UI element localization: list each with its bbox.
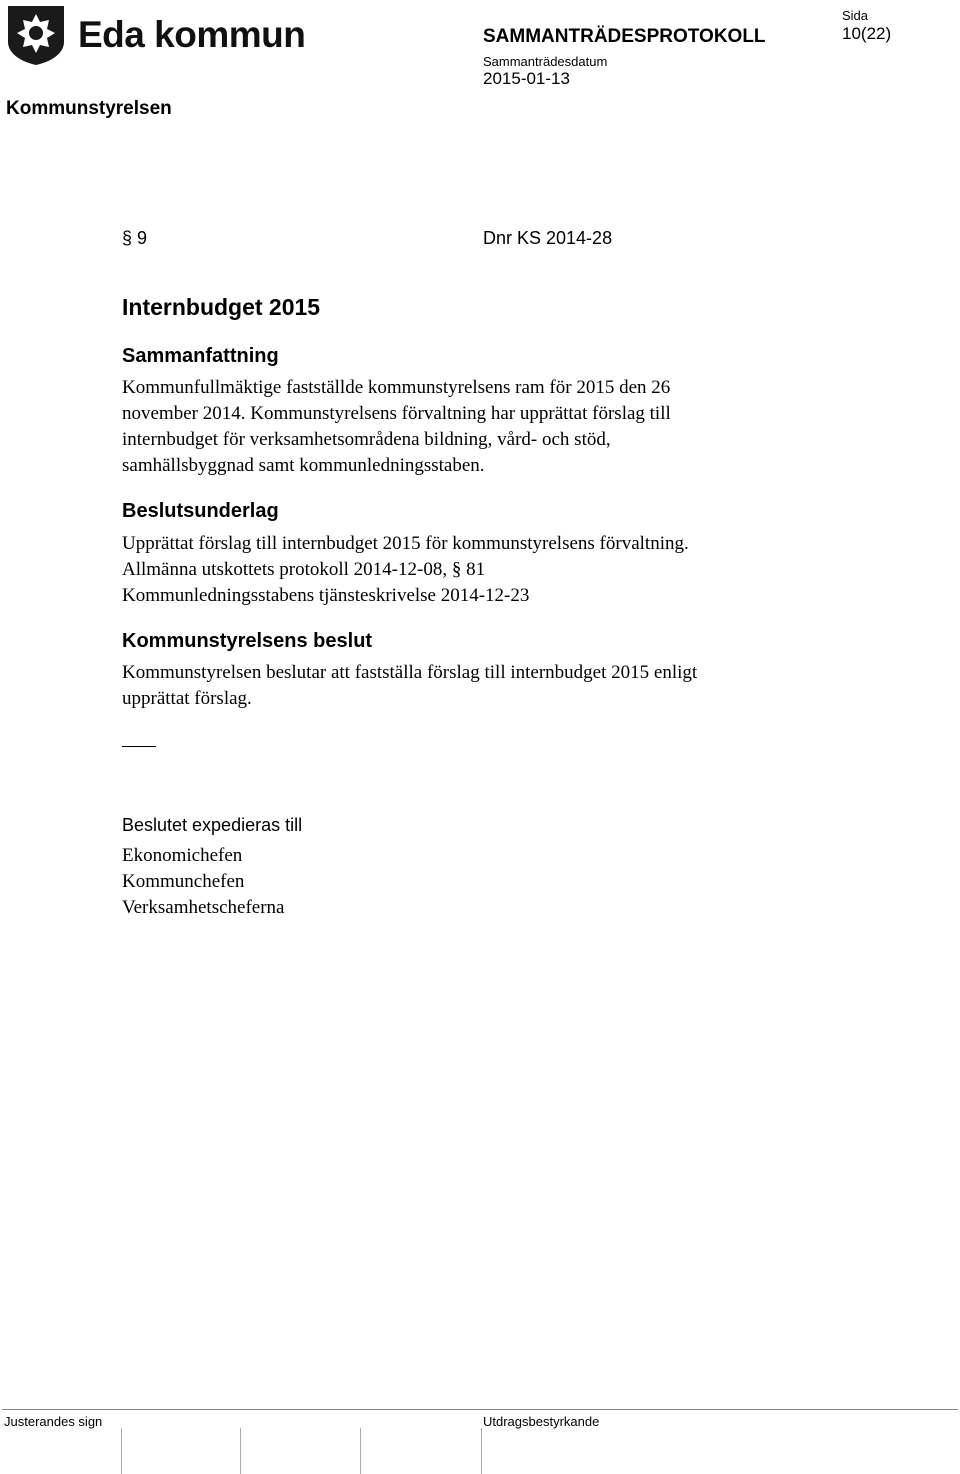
decision-text <box>122 660 802 712</box>
list-item: Kommunledningsstabens tjänsteskrivelse 2014-12-23 <box>122 585 530 606</box>
protocol-title: SAMMANTRÄDESPROTOKOLL <box>483 26 766 47</box>
page-title: Internbudget 2015 <box>122 294 321 320</box>
basis-heading: Beslutsunderlag <box>122 500 279 522</box>
dispatch-list <box>122 843 802 921</box>
separator-line <box>122 746 156 747</box>
signature-box-divider <box>481 1428 482 1474</box>
page-number: 10(22) <box>842 24 892 43</box>
dispatch-heading: Beslutet expedieras till <box>122 815 303 835</box>
decision-line: upprättat förslag. <box>122 688 252 709</box>
decision-heading: Kommunstyrelsens beslut <box>122 630 373 652</box>
signature-label: Justerandes sign <box>4 1414 103 1429</box>
municipality-emblem-icon <box>6 4 66 66</box>
summary-line: Kommunfullmäktige fastställde kommunstyrelsens ram för 2015 den 26 <box>122 377 671 398</box>
summary-line: internbudget för verksamhetsområdena bildning, vård- och stöd, <box>122 429 611 450</box>
summary-text <box>122 375 802 479</box>
basis-list <box>122 531 802 609</box>
department-name: Kommunstyrelsen <box>6 98 172 119</box>
list-item: Kommunchefen <box>122 871 245 892</box>
list-item: Verksamhetscheferna <box>122 897 285 918</box>
logo-wordmark: Eda kommun <box>78 14 306 55</box>
summary-line: samhällsbyggnad samt kommunledningsstaben. <box>122 455 485 476</box>
summary-heading: Sammanfattning <box>122 345 279 367</box>
list-item: Upprättat förslag till internbudget 2015 för kommunstyrelsens förvaltning. <box>122 533 689 554</box>
decision-line: Kommunstyrelsen beslutar att fastställa förslag till internbudget 2015 enligt <box>122 662 698 683</box>
page-label: Sida <box>842 8 869 23</box>
certification-label: Utdragsbestyrkande <box>483 1414 600 1429</box>
meeting-date-label: Sammanträdesdatum <box>483 54 608 69</box>
signature-box-divider <box>121 1428 122 1474</box>
list-item: Ekonomichefen <box>122 845 243 866</box>
footer-divider <box>2 1409 958 1410</box>
summary-line: november 2014. Kommunstyrelsens förvaltning har upprättat förslag till <box>122 403 671 424</box>
meeting-date-value: 2015-01-13 <box>483 69 570 88</box>
diary-number: Dnr KS 2014-28 <box>483 228 613 248</box>
signature-box-divider <box>360 1428 361 1474</box>
signature-box-divider <box>240 1428 241 1474</box>
paragraph-number: § 9 <box>122 228 148 248</box>
list-item: Allmänna utskottets protokoll 2014-12-08, § 81 <box>122 559 486 580</box>
